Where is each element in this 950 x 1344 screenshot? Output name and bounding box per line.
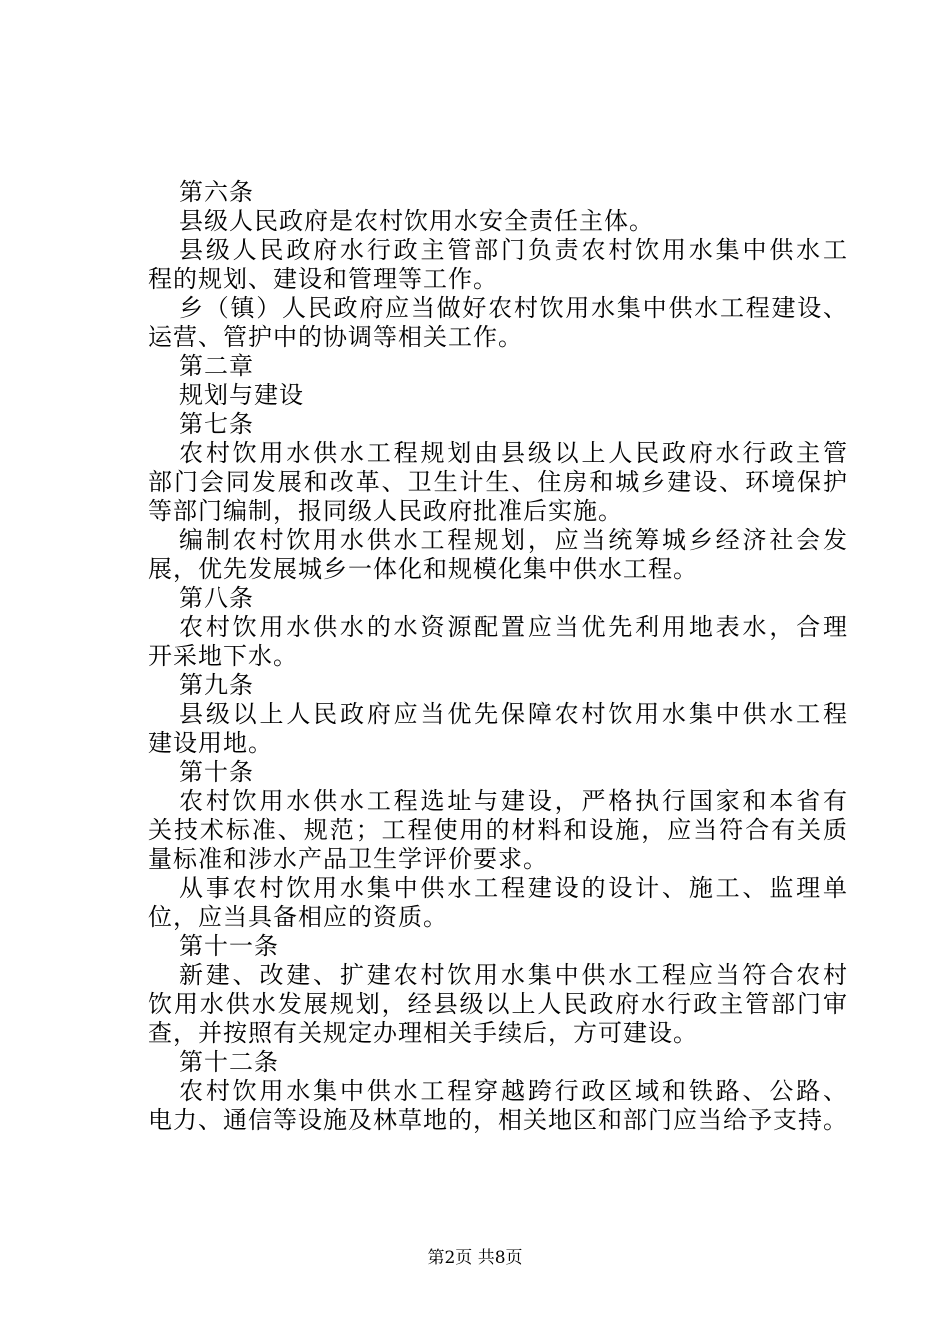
- text-line: 农村饮用水供水工程规划由县级以上人民政府水行政主管: [179, 439, 848, 467]
- text-line: 农村饮用水供水的水资源配置应当优先利用地表水，合理: [179, 613, 848, 641]
- text-line: 新建、改建、扩建农村饮用水集中供水工程应当符合农村: [179, 961, 848, 989]
- text-line: 开采地下水。: [148, 642, 298, 670]
- text-line: 部门会同发展和改革、卫生计生、住房和城乡建设、环境保护: [148, 468, 848, 496]
- text-line: 运营、管护中的协调等相关工作。: [148, 323, 523, 351]
- text-line: 编制农村饮用水供水工程规划，应当统筹城乡经济社会发: [179, 526, 848, 554]
- text-line: 农村饮用水集中供水工程穿越跨行政区域和铁路、公路、: [179, 1077, 848, 1105]
- text-line: 等部门编制，报同级人民政府批准后实施。: [148, 497, 623, 525]
- text-line: 查，并按照有关规定办理相关手续后，方可建设。: [148, 1019, 698, 1047]
- document-body: [148, 178, 848, 1135]
- text-line: 规划与建设: [179, 381, 304, 409]
- text-line: 农村饮用水供水工程选址与建设，严格执行国家和本省有: [179, 787, 848, 815]
- text-line: 程的规划、建设和管理等工作。: [148, 265, 498, 293]
- text-line: 县级以上人民政府应当优先保障农村饮用水集中供水工程: [179, 700, 848, 728]
- text-line: 量标准和涉水产品卫生学评价要求。: [148, 845, 548, 873]
- text-line: 第十条: [179, 758, 254, 786]
- text-line: 第六条: [179, 178, 254, 206]
- text-line: 关技术标准、规范；工程使用的材料和设施，应当符合有关质: [148, 816, 848, 844]
- text-line: 展，优先发展城乡一体化和规模化集中供水工程。: [148, 555, 698, 583]
- text-line: 第十一条: [179, 932, 279, 960]
- text-line: 从事农村饮用水集中供水工程建设的设计、施工、监理单: [179, 874, 848, 902]
- text-line: 第十二条: [179, 1048, 279, 1076]
- text-line: 电力、通信等设施及林草地的，相关地区和部门应当给予支持。: [148, 1106, 848, 1134]
- text-line: 建设用地。: [148, 729, 273, 757]
- text-line: 第八条: [179, 584, 254, 612]
- page-footer: 第2页 共8页: [427, 1248, 523, 1268]
- text-line: 县级人民政府水行政主管部门负责农村饮用水集中供水工: [179, 236, 848, 264]
- text-line: 第二章: [179, 352, 254, 380]
- text-line: 第七条: [179, 410, 254, 438]
- text-line: 饮用水供水发展规划，经县级以上人民政府水行政主管部门审: [148, 990, 848, 1018]
- text-line: 乡（镇）人民政府应当做好农村饮用水集中供水工程建设、: [179, 294, 848, 322]
- text-line: 位，应当具备相应的资质。: [148, 903, 448, 931]
- text-line: 县级人民政府是农村饮用水安全责任主体。: [179, 207, 654, 235]
- text-line: 第九条: [179, 671, 254, 699]
